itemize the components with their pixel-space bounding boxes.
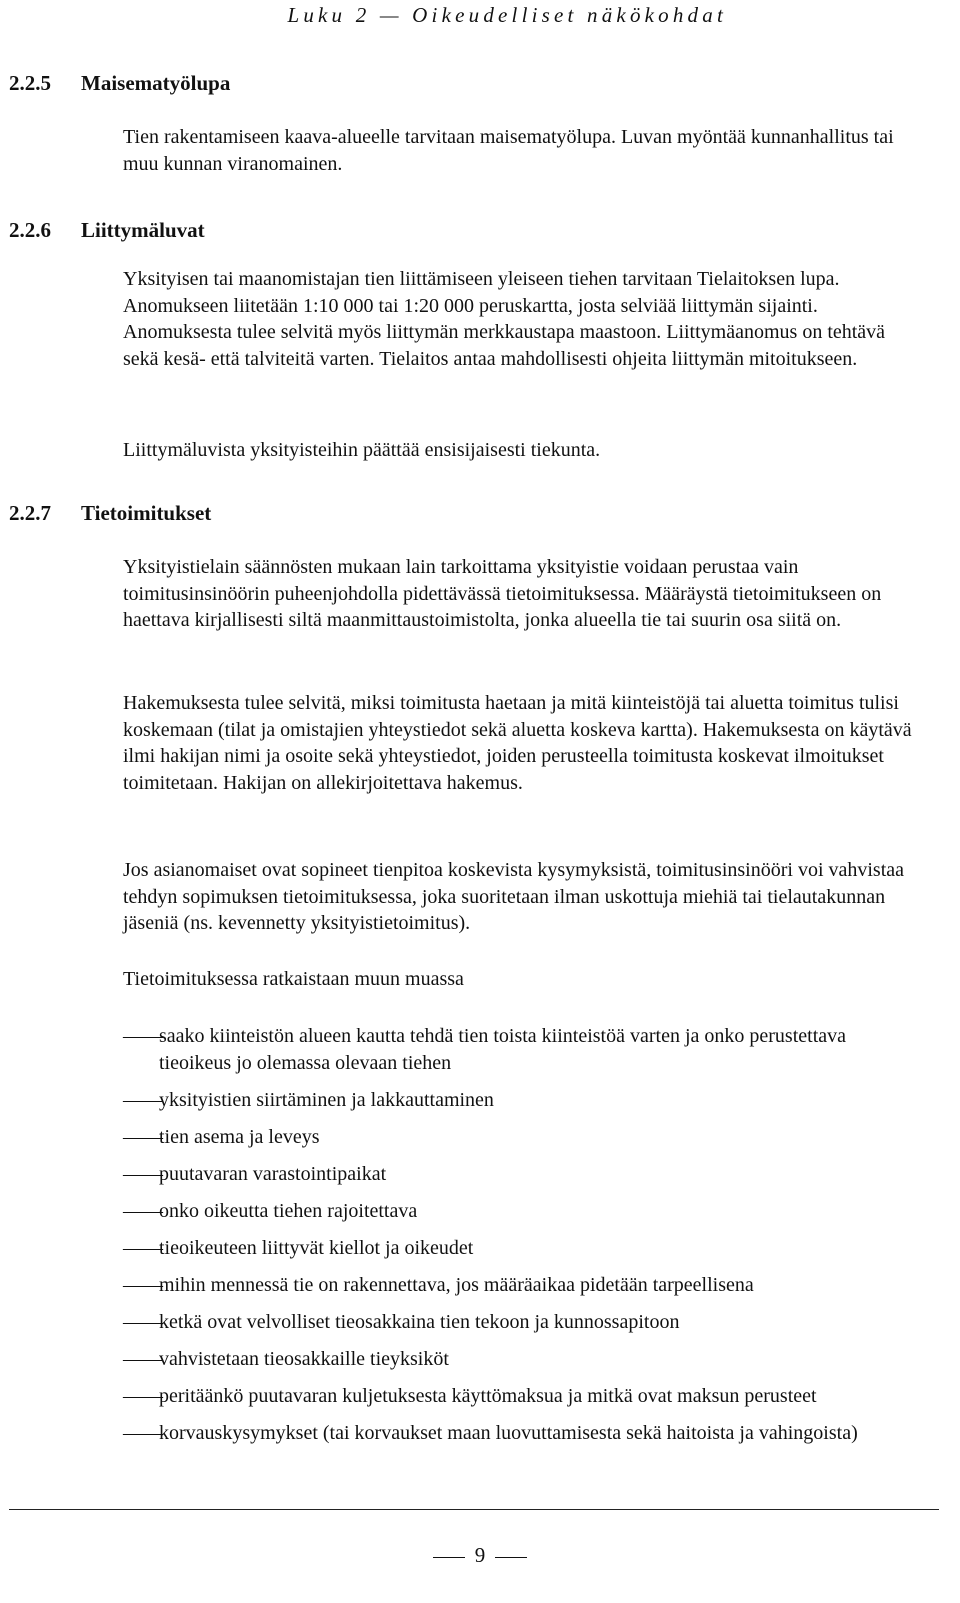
section-number: 2.2.5	[9, 71, 51, 95]
section-title: Maisematyölupa	[81, 71, 231, 95]
running-header: Luku 2 — Oikeudelliset näkökohdat	[287, 3, 727, 27]
paragraph-liittymaluvat-yksityistiet: Liittymäluvista yksityisteihin päättää ensisijaisesti tiekunta.	[123, 439, 601, 461]
dash-marker: ——	[123, 1089, 163, 1111]
list-item: —— onko oikeutta tiehen rajoitettava	[123, 1198, 923, 1225]
section-number: 2.2.7	[9, 501, 51, 525]
page-number-dash-left	[433, 1557, 465, 1558]
list-item: —— yksityistien siirtäminen ja lakkauttaminen	[123, 1087, 923, 1114]
section-title: Tietoimitukset	[81, 501, 212, 525]
list-item: —— puutavaran varastointipaikat	[123, 1161, 923, 1188]
dash-marker: ——	[123, 1385, 163, 1407]
dash-marker: ——	[123, 1422, 163, 1444]
paragraph-liittymaluvat: Yksityisen tai maanomistajan tien liittämiseen yleiseen tiehen tarvitaan Tielaitoksen lupa. Anomukseen liitetään 1:10 000 tai 1:20 000 peruskartta, josta selviää liittymän sijainti. Anomuksesta tulee selvitä myös liittymän merkkaustapa maastoon. Liittymäanomus on tehtävä sekä kesä- että talviteitä varten. Tielaitos antaa mahdollisesti ohjeita liittymän mitoitukseen.	[123, 268, 886, 370]
paragraph-sopimus: Jos asianomaiset ovat sopineet tienpitoa koskevista kysymyksistä, toimitusinsinööri voi vahvistaa tehdyn sopimuksen tietoimituksessa, joka suoritetaan ilman uskottuja miehiä tai tielautakunnan jäseniä (ns. kevennetty yksityistietoimitus).	[123, 859, 905, 934]
section-title: Liittymäluvat	[81, 218, 205, 242]
dash-marker: ——	[123, 1311, 163, 1333]
list-item: —— tieoikeuteen liittyvät kiellot ja oikeudet	[123, 1235, 923, 1262]
dash-marker: ——	[123, 1025, 163, 1047]
paragraph-maisematyolupa: Tien rakentamiseen kaava-alueelle tarvitaan maisematyölupa. Luvan myöntää kunnanhallitus tai muu kunnan viranomainen.	[123, 126, 894, 175]
paragraph-list-intro: Tietoimituksessa ratkaistaan muun muassa	[123, 968, 464, 990]
list-item: —— korvauskysymykset (tai korvaukset maan luovuttamisesta sekä haitoista ja vahingoista)	[123, 1420, 923, 1447]
page-number-value: 9	[474, 1543, 486, 1567]
footer-rule	[9, 1509, 939, 1510]
dash-marker: ——	[123, 1274, 163, 1296]
page-number	[0, 1543, 960, 1568]
dash-marker: ——	[123, 1237, 163, 1259]
section-number: 2.2.6	[9, 218, 51, 242]
section-heading-2-2-7	[9, 501, 211, 526]
dash-marker: ——	[123, 1200, 163, 1222]
issues-list	[123, 1023, 923, 1447]
dash-marker: ——	[123, 1348, 163, 1370]
list-item: —— vahvistetaan tieosakkaille tieyksiköt	[123, 1346, 923, 1373]
section-heading-2-2-5	[9, 71, 230, 96]
paragraph-hakemus: Hakemuksesta tulee selvitä, miksi toimitusta haetaan ja mitä kiinteistöjä tai aluetta toimitus tulisi koskemaan (tilat ja omistajien yhteystiedot sekä aluetta koskeva kartta). Hakemuksesta on käytävä ilmi hakijan nimi ja osoite sekä yhteystiedot, joiden perusteella toimitusta koskevat ilmoitukset toimitetaan. Hakijan on allekirjoitettava hakemus.	[123, 692, 912, 794]
section-heading-2-2-6	[9, 218, 205, 243]
list-item: —— tien asema ja leveys	[123, 1124, 923, 1151]
list-item: —— ketkä ovat velvolliset tieosakkaina tien tekoon ja kunnossapitoon	[123, 1309, 923, 1336]
dash-marker: ——	[123, 1163, 163, 1185]
dash-marker: ——	[123, 1126, 163, 1148]
list-item: —— peritäänkö puutavaran kuljetuksesta käyttömaksua ja mitkä ovat maksun perusteet	[123, 1383, 923, 1410]
list-item: —— saako kiinteistön alueen kautta tehdä tien toista kiinteistöä varten ja onko perustettava tieoikeus jo olemassa olevaan tiehen	[123, 1025, 847, 1074]
list-item: —— mihin mennessä tie on rakennettava, jos määräaikaa pidetään tarpeellisena	[123, 1272, 923, 1299]
page-number-dash-right	[495, 1557, 527, 1558]
paragraph-yksityistielaki: Yksityistielain säännösten mukaan lain tarkoittama yksityistie voidaan perustaa vain toimitusinsinöörin puheenjohdolla pidettävässä tietoimituksessa. Määräystä tietoimitukseen on haettava kirjallisesti siltä maanmittaustoimistolta, jonka alueella tie tai suurin osa siitä on.	[123, 556, 882, 631]
